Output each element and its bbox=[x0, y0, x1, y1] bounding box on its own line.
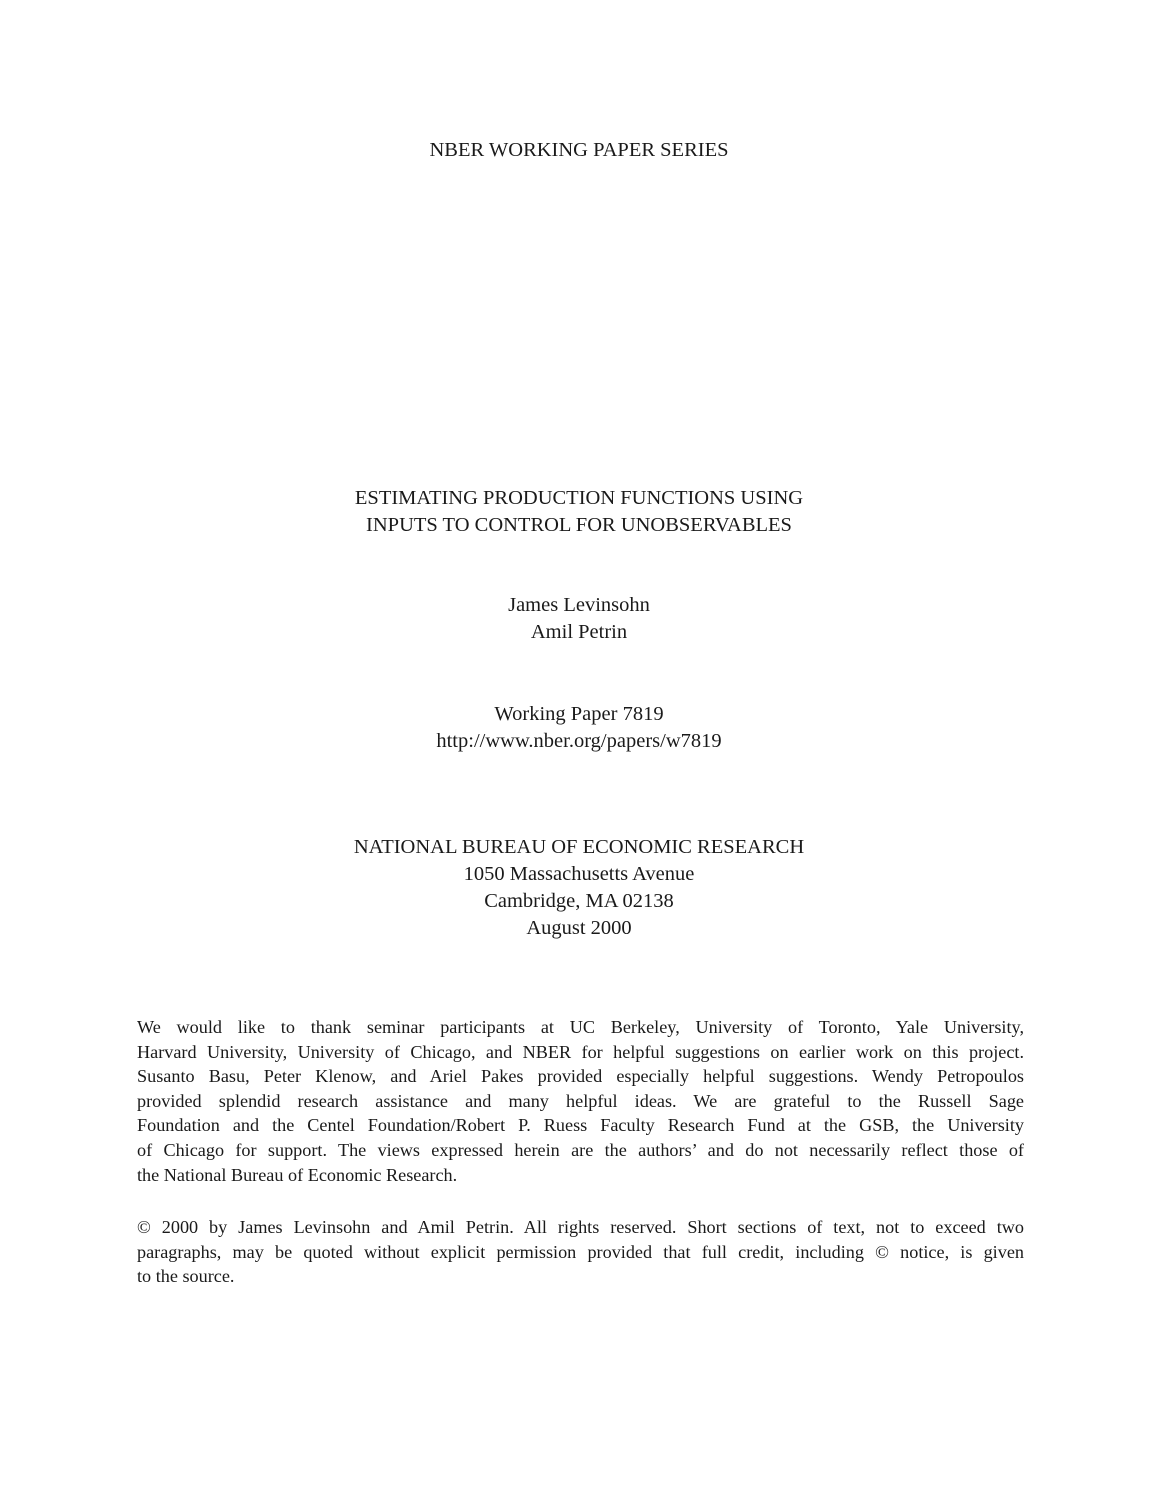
author-list bbox=[0, 592, 1158, 646]
acknowledgments-line: provided splendid research assistance and many helpful ideas. We are grateful to the Russell Sage bbox=[137, 1090, 1024, 1111]
author-name: James Levinsohn bbox=[508, 594, 650, 616]
organization-street: 1050 Massachusetts Avenue bbox=[463, 863, 695, 885]
acknowledgments-line: Harvard University, University of Chicago, and NBER for helpful suggestions on earlier work on this project. bbox=[137, 1041, 1024, 1062]
working-paper-url[interactable]: http://www.nber.org/papers/w7819 bbox=[436, 730, 722, 752]
publication-date: August 2000 bbox=[526, 917, 632, 939]
organization-address bbox=[0, 834, 1158, 942]
series-header bbox=[0, 137, 1158, 164]
paper-title-line-2: INPUTS TO CONTROL FOR UNOBSERVABLES bbox=[366, 514, 792, 536]
copyright-line: to the source. bbox=[137, 1266, 235, 1287]
acknowledgments-paragraph bbox=[137, 1015, 1024, 1187]
acknowledgments-line: We would like to thank seminar participants at UC Berkeley, University of Toronto, Yale University, bbox=[137, 1017, 1024, 1037]
organization-city: Cambridge, MA 02138 bbox=[484, 890, 674, 912]
paper-title bbox=[0, 485, 1158, 539]
copyright-line: © 2000 by James Levinsohn and Amil Petrin. All rights reserved. Short sections of text, not to exceed two bbox=[137, 1217, 1024, 1237]
organization-name: NATIONAL BUREAU OF ECONOMIC RESEARCH bbox=[353, 836, 805, 858]
acknowledgments-line: of Chicago for support. The views expressed herein are the authors’ and do not necessarily reflect those of bbox=[137, 1139, 1024, 1160]
author-name: Amil Petrin bbox=[530, 621, 628, 643]
paper-title-line-1: ESTIMATING PRODUCTION FUNCTIONS USING bbox=[354, 487, 804, 509]
copyright-line: paragraphs, may be quoted without explicit permission provided that full credit, including © notice, is given bbox=[137, 1241, 1024, 1262]
acknowledgments-line: Susanto Basu, Peter Klenow, and Ariel Pakes provided especially helpful suggestions. Wendy Petropoulos bbox=[137, 1066, 1024, 1087]
copyright-paragraph bbox=[137, 1215, 1024, 1289]
working-paper-info bbox=[0, 701, 1158, 755]
series-title: NBER WORKING PAPER SERIES bbox=[429, 139, 729, 161]
acknowledgments-line: the National Bureau of Economic Research. bbox=[137, 1164, 458, 1185]
acknowledgments-line: Foundation and the Centel Foundation/Robert P. Ruess Faculty Research Fund at the GSB, the University bbox=[137, 1115, 1024, 1136]
working-paper-number: Working Paper 7819 bbox=[494, 703, 664, 725]
